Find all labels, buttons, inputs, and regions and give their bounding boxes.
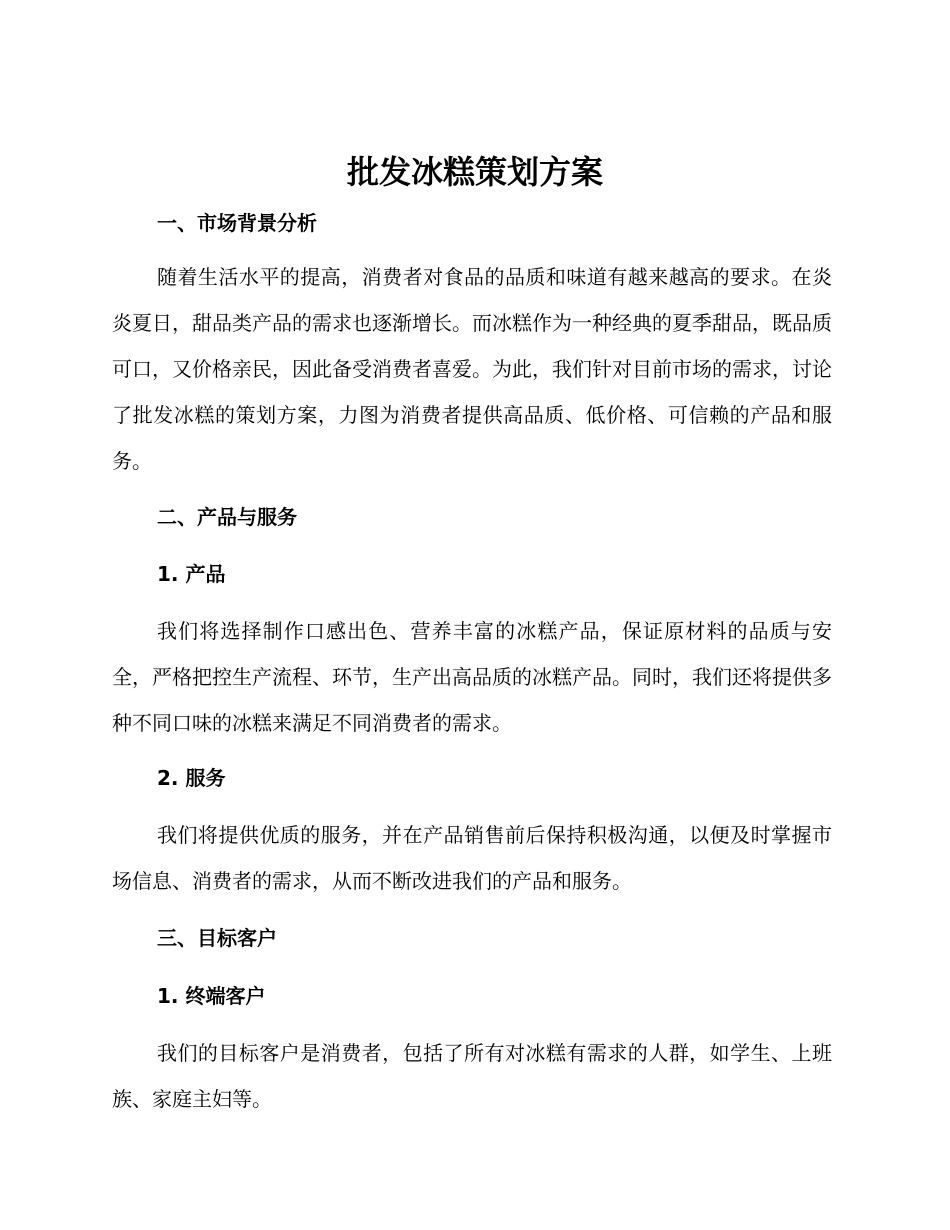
- paragraph-market-analysis: 随着生活水平的提高，消费者对食品的品质和味道有越来越高的要求。在炎炎夏日，甜品类产品的需求也逐渐增长。而冰糕作为一种经典的夏季甜品，既品质可口，又价格亲民，因此备受消费者喜爱。为此，我们针对目前市场的需求，讨论了批发冰糕的策划方案，力图为消费者提供高品质、低价格、可信赖的产品和服务。: [112, 265, 832, 473]
- document-title: 批发冰糕策划方案: [346, 153, 603, 191]
- paragraph-end-customers: 我们的目标客户是消费者，包括了所有对冰糕有需求的人群，如学生、上班族、家庭主妇等。: [112, 1041, 832, 1111]
- subheading-end-customers: 1. 终端客户: [157, 984, 266, 1008]
- subheading-service: 2. 服务: [157, 766, 226, 790]
- section-heading-target-customers: 三、目标客户: [157, 926, 277, 950]
- section-heading-products-services: 二、产品与服务: [157, 505, 297, 529]
- paragraph-service: 我们将提供优质的服务，并在产品销售前后保持积极沟通，以便及时掌握市场信息、消费者的需求，从而不断改进我们的产品和服务。: [112, 823, 832, 893]
- paragraph-product: 我们将选择制作口感出色、营养丰富的冰糕产品，保证原材料的品质与安全，严格把控生产流程、环节，生产出高品质的冰糕产品。同时，我们还将提供多种不同口味的冰糕来满足不同消费者的需求。: [112, 619, 832, 735]
- section-heading-market-analysis: 一、市场背景分析: [157, 211, 317, 235]
- subheading-product: 1. 产品: [157, 562, 226, 586]
